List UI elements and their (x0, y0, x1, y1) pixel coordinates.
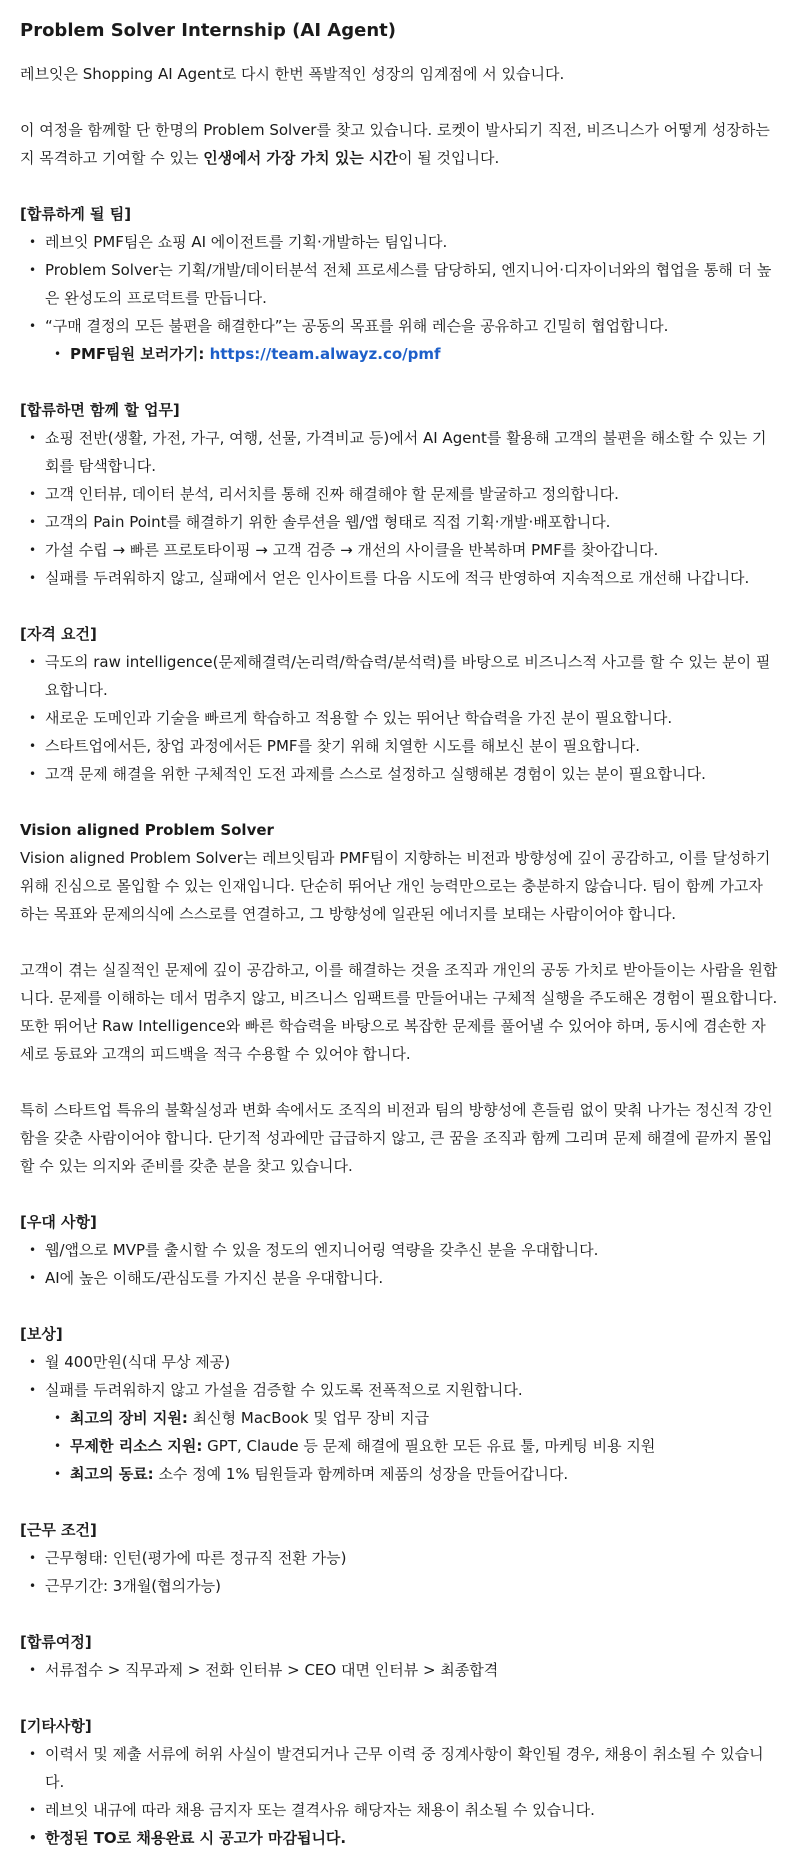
list-item: • 가설 수립 → 빠른 프로토타이핑 → 고객 검증 → 개선의 사이클을 반복하며 PMF를 찾아갑니다. (42, 536, 780, 564)
process-list (20, 1656, 780, 1684)
list-item: • 이력서 및 제출 서류에 허위 사실이 발견되거나 근무 이력 중 징계사항이 확인될 경우, 채용이 취소될 수 있습니다. (42, 1740, 780, 1796)
list-item: • 서류접수 > 직무과제 > 전화 인터뷰 > CEO 대면 인터뷰 > 최종합격 (42, 1656, 780, 1684)
intro-paragraph-2 (20, 116, 780, 172)
team-sub-list (45, 340, 780, 368)
work-list (20, 424, 780, 592)
list-item: • 레브잇 PMF팀은 쇼핑 AI 에이전트를 기획·개발하는 팀입니다. (42, 228, 780, 256)
list-item (67, 1404, 780, 1432)
team-link-label: PMF팀원 보러가기: (70, 345, 210, 363)
list-item: • 고객 문제 해결을 위한 구체적인 도전 과제를 스스로 설정하고 실행해본 경험이 있는 분이 필요합니다. (42, 760, 780, 788)
benefit-label: 최고의 장비 지원: (70, 1409, 188, 1427)
benefit-text: 최신형 MacBook 및 업무 장비 지급 (187, 1409, 430, 1427)
list-item: • 실패를 두려워하지 않고, 실패에서 얻은 인사이트를 다음 시도에 적극 반영하여 지속적으로 개선해 나갑니다. (42, 564, 780, 592)
benefit-label: 최고의 동료: (70, 1465, 154, 1483)
intro-paragraph-1: 레브잇은 Shopping AI Agent로 다시 한번 폭발적인 성장의 임계점에 서 있습니다. (20, 65, 565, 83)
list-item: • 고객 인터뷰, 데이터 분석, 리서치를 통해 진짜 해결해야 할 문제를 발굴하고 정의합니다. (42, 480, 780, 508)
preferred-heading: [우대 사항] (20, 1213, 97, 1231)
vision-heading: Vision aligned Problem Solver (20, 821, 274, 839)
etc-list (20, 1740, 780, 1852)
etc-heading: [기타사항] (20, 1717, 92, 1735)
list-item: • 고객의 Pain Point를 해결하기 위한 솔루션을 웹/앱 형태로 직접 기획·개발·배포합니다. (42, 508, 780, 536)
list-item-text: 실패를 두려워하지 않고 가설을 검증할 수 있도록 전폭적으로 지원합니다. (45, 1381, 523, 1399)
vision-paragraph-2: 고객이 겪는 실질적인 문제에 깊이 공감하고, 이를 해결하는 것을 조직과 개인의 공동 가치로 받아들이는 사람을 원합니다. 문제를 이해하는 데서 멈추지 않고, 비즈니스 임팩트를 만들어내는 구체적 실행을 주도해온 경험이 필요합니다. 또한 뛰어난 Raw Intelligence와 빠른 학습력을 바탕으로 복잡한 문제를 풀어낼 수 있어야 하며, 동시에 겸손한 자세로 동료와 고객의 피드백을 적극 수용할 수 있어야 합니다. (20, 961, 778, 1063)
page-title: Problem Solver Internship (AI Agent) (20, 20, 396, 41)
compensation-heading: [보상] (20, 1325, 63, 1343)
vision-paragraph-3: 특히 스타트업 특유의 불확실성과 변화 속에서도 조직의 비전과 팀의 방향성에 흔들림 없이 맞춰 나가는 정신적 강인함을 갖춘 사람이어야 합니다. 단기적 성과에만 급급하지 않고, 큰 꿈을 조직과 함께 그리며 문제 해결에 끝까지 몰입할 수 있는 의지와 준비를 갖춘 분을 찾고 있습니다. (20, 1101, 773, 1175)
compensation-list (20, 1348, 780, 1488)
team-page-link[interactable]: https://team.alwayz.co/pmf (209, 345, 441, 363)
vision-paragraph-1: Vision aligned Problem Solver는 레브잇팀과 PMF팀이 지향하는 비전과 방향성에 깊이 공감하고, 이를 달성하기 위해 진심으로 몰입할 수 있는 인재입니다. 단순히 뛰어난 개인 능력만으로는 충분하지 않습니다. 팀이 함께 가고자 하는 목표와 문제의식에 스스로를 연결하고, 그 방향성에 일관된 에너지를 보태는 사람이어야 합니다. (20, 849, 771, 923)
benefit-text: 소수 정예 1% 팀원들과 함께하며 제품의 성장을 만들어갑니다. (153, 1465, 569, 1483)
preferred-list (20, 1236, 780, 1292)
list-item (42, 1376, 780, 1488)
requirements-heading: [자격 요건] (20, 625, 97, 643)
compensation-sub-list (45, 1404, 780, 1488)
list-item: • 스타트업에서든, 창업 과정에서든 PMF를 찾기 위해 치열한 시도를 해보신 분이 필요합니다. (42, 732, 780, 760)
list-item: • AI에 높은 이해도/관심도를 가지신 분을 우대합니다. (42, 1264, 780, 1292)
list-item (42, 312, 780, 368)
requirements-list (20, 648, 780, 788)
intro-text: 이 여정을 함께할 단 한명의 Problem Solver를 찾고 있습니다. 로켓이 발사되기 직전, 비즈니스가 어떻게 성장하는지 목격하고 기여할 수 있는 (20, 121, 770, 167)
list-item (67, 1432, 780, 1460)
list-item: • 레브잇 내규에 따라 채용 금지자 또는 결격사유 해당자는 채용이 취소될 수 있습니다. (42, 1796, 780, 1824)
process-heading: [합류여정] (20, 1633, 92, 1651)
list-item: • 새로운 도메인과 기술을 빠르게 학습하고 적용할 수 있는 뛰어난 학습력을 가진 분이 필요합니다. (42, 704, 780, 732)
list-item: • 월 400만원(식대 무상 제공) (42, 1348, 780, 1376)
list-item: • 근무기간: 3개월(협의가능) (42, 1572, 780, 1600)
list-item-text: “구매 결정의 모든 불편을 해결한다”는 공동의 목표를 위해 레슨을 공유하고 긴밀히 협업합니다. (45, 317, 669, 335)
benefit-label: 무제한 리소스 지원: (70, 1437, 203, 1455)
work-heading: [합류하면 함께 할 업무] (20, 401, 180, 419)
team-list (20, 228, 780, 368)
list-item: • Problem Solver는 기획/개발/데이터분석 전체 프로세스를 담당하되, 엔지니어·디자이너와의 협업을 통해 더 높은 완성도의 프로덕트를 만듭니다. (42, 256, 780, 312)
intro-emphasis: 인생에서 가장 가치 있는 시간 (203, 149, 399, 167)
benefit-text: GPT, Claude 등 문제 해결에 필요한 모든 유료 툴, 마케팅 비용 지원 (202, 1437, 656, 1455)
list-item: • 쇼핑 전반(생활, 가전, 가구, 여행, 선물, 가격비교 등)에서 AI Agent를 활용해 고객의 불편을 해소할 수 있는 기회를 탐색합니다. (42, 424, 780, 480)
list-item: • 극도의 raw intelligence(문제해결력/논리력/학습력/분석력)를 바탕으로 비즈니스적 사고를 할 수 있는 분이 필요합니다. (42, 648, 780, 704)
team-heading: [합류하게 될 팀] (20, 205, 132, 223)
list-item: • 한정된 TO로 채용완료 시 공고가 마감됩니다. (42, 1824, 780, 1852)
intro-text-end: 이 될 것입니다. (398, 149, 500, 167)
conditions-heading: [근무 조건] (20, 1521, 97, 1539)
list-item: • 웹/앱으로 MVP를 출시할 수 있을 정도의 엔지니어링 역량을 갖추신 분을 우대합니다. (42, 1236, 780, 1264)
list-item (67, 1460, 780, 1488)
list-item: • 근무형태: 인턴(평가에 따른 정규직 전환 가능) (42, 1544, 780, 1572)
list-item (67, 340, 780, 368)
conditions-list (20, 1544, 780, 1600)
